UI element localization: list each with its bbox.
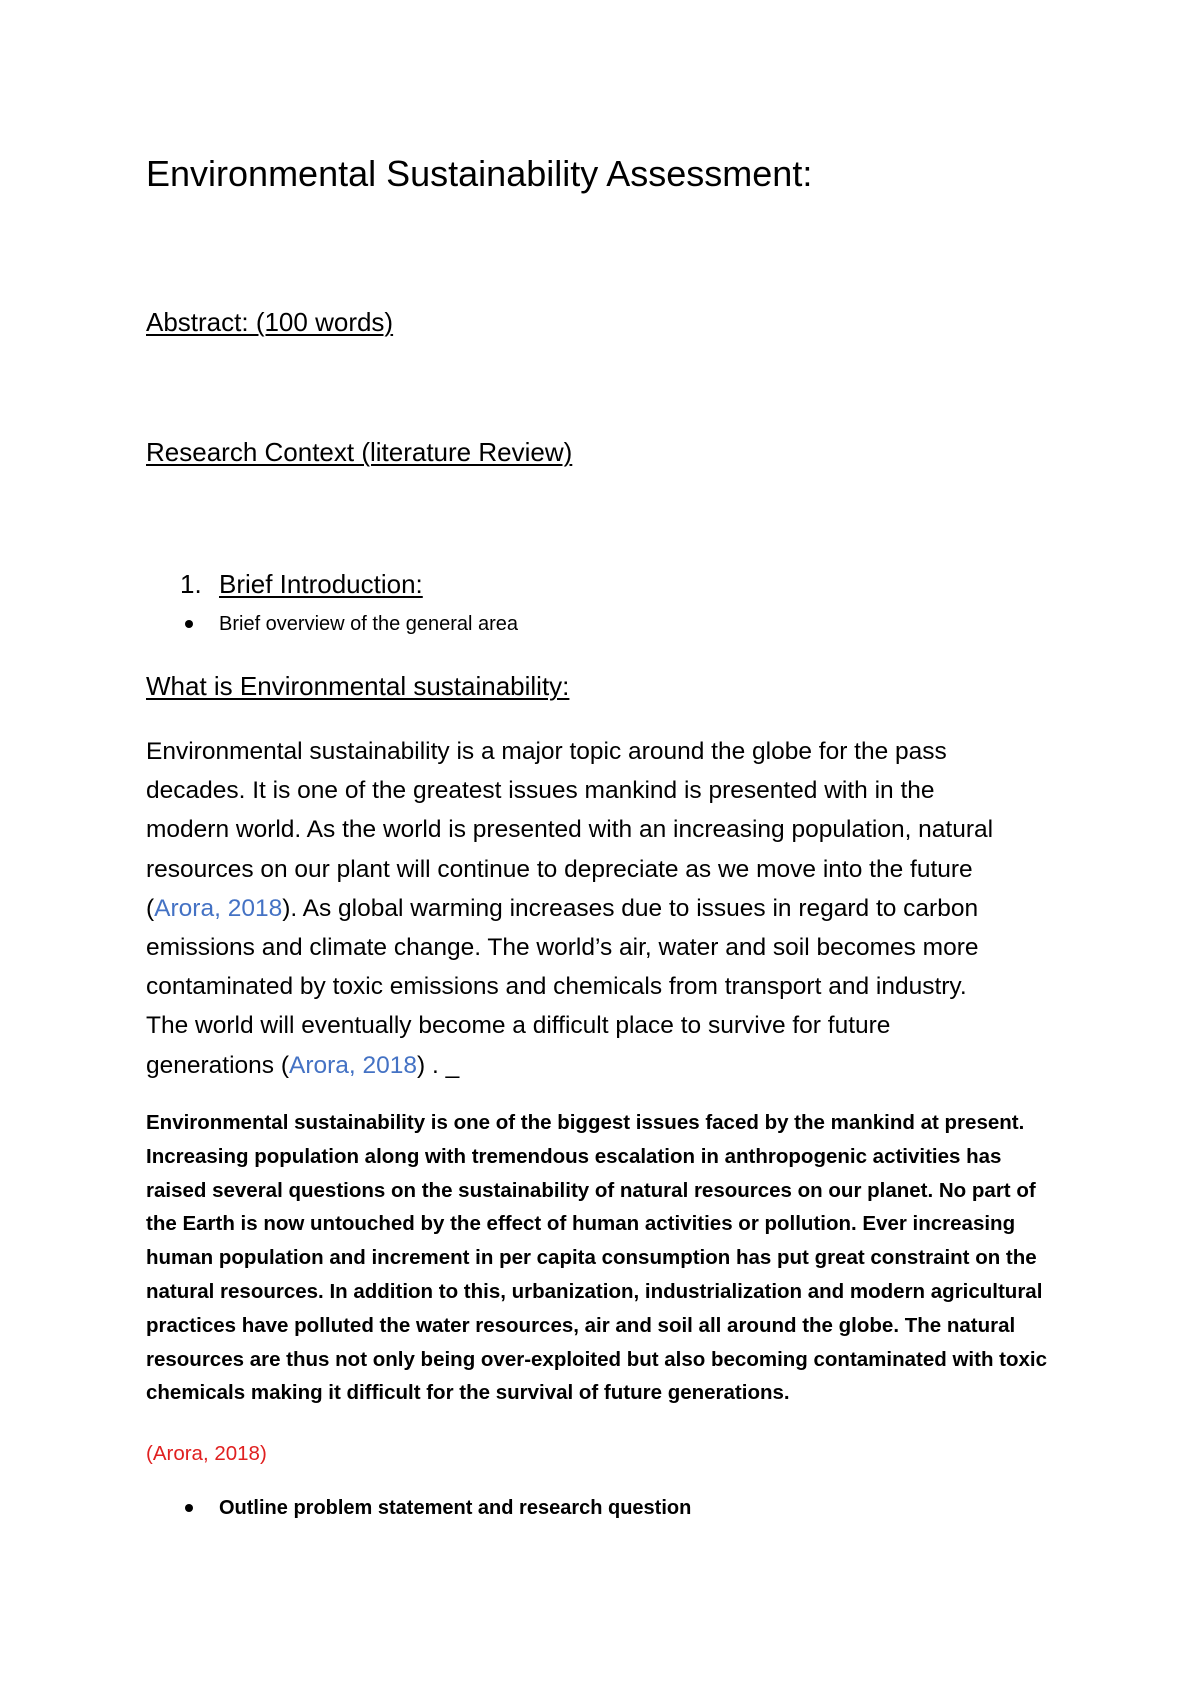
paragraph-line: resources are thus not only being over-exploited but also becoming contaminated with toxic: [146, 1347, 1048, 1371]
paragraph-line: [146, 1046, 1076, 1085]
section-number: 1.: [180, 569, 202, 599]
paragraph-line: emissions and climate change. The world’s air, water and soil becomes more: [146, 934, 979, 962]
paragraph-line: natural resources. In addition to this, urbanization, industrialization and modern agricultural: [146, 1279, 1043, 1303]
paragraph-line: decades. It is one of the greatest issues mankind is presented with in the: [146, 777, 935, 805]
citation-red: (Arora, 2018): [146, 1442, 267, 1465]
paragraph-line: [146, 889, 1076, 928]
research-context-heading: Research Context (literature Review): [146, 437, 573, 467]
paragraph-line: practices have polluted the water resources, air and soil all around the globe. The natural: [146, 1313, 1016, 1337]
bullet-text: Brief overview of the general area: [219, 613, 519, 635]
paragraph-line: raised several questions on the sustainability of natural resources on our planet. No part of: [146, 1178, 1036, 1202]
paragraph-line: Environmental sustainability is a major topic around the globe for the pass: [146, 738, 947, 765]
paragraph-quote: [146, 1106, 1076, 1410]
paragraph-main: [146, 732, 1076, 1085]
paragraph-line: Environmental sustainability is one of the biggest issues faced by the mankind at present.: [146, 1111, 1025, 1134]
bullet-text: Outline problem statement and research question: [219, 1497, 692, 1519]
bullet-dot-icon: [185, 620, 193, 628]
paragraph-line: The world will eventually become a difficult place to survive for future: [146, 1012, 891, 1040]
paren-open: (: [146, 894, 155, 922]
paragraph-line: modern world. As the world is presented with an increasing population, natural: [146, 816, 994, 844]
paragraph-line: contaminated by toxic emissions and chemicals from transport and industry.: [146, 973, 967, 1001]
citation-link[interactable]: Arora, 2018: [289, 1051, 418, 1079]
paragraph-line: resources on our plant will continue to depreciate as we move into the future: [146, 855, 973, 883]
line-text: ). As global warming increases due to issues in regard to carbon: [282, 894, 979, 922]
paragraph-line: human population and increment in per capita consumption has put great constraint on the: [146, 1246, 1037, 1270]
bullet-item-overview: [185, 610, 685, 638]
line-text: ) . _: [417, 1051, 460, 1079]
line-text: generations (: [146, 1051, 290, 1079]
abstract-heading: Abstract: (100 words): [146, 307, 394, 337]
paragraph-line: Increasing population along with tremendous escalation in anthropogenic activities has: [146, 1144, 1002, 1168]
numbered-section-heading: [180, 566, 423, 602]
bullet-dot-icon: [185, 1504, 193, 1512]
document-title: Environmental Sustainability Assessment:: [146, 153, 813, 194]
what-is-heading: What is Environmental sustainability:: [146, 671, 570, 701]
citation-link[interactable]: Arora, 2018: [154, 894, 283, 922]
paragraph-line: the Earth is now untouched by the effect of human activities or pollution. Ever increasing: [146, 1212, 1016, 1236]
bullet-item-problem: [185, 1494, 885, 1522]
paragraph-line: chemicals making it difficult for the survival of future generations.: [146, 1381, 790, 1405]
section-title: Brief Introduction:: [219, 569, 423, 599]
